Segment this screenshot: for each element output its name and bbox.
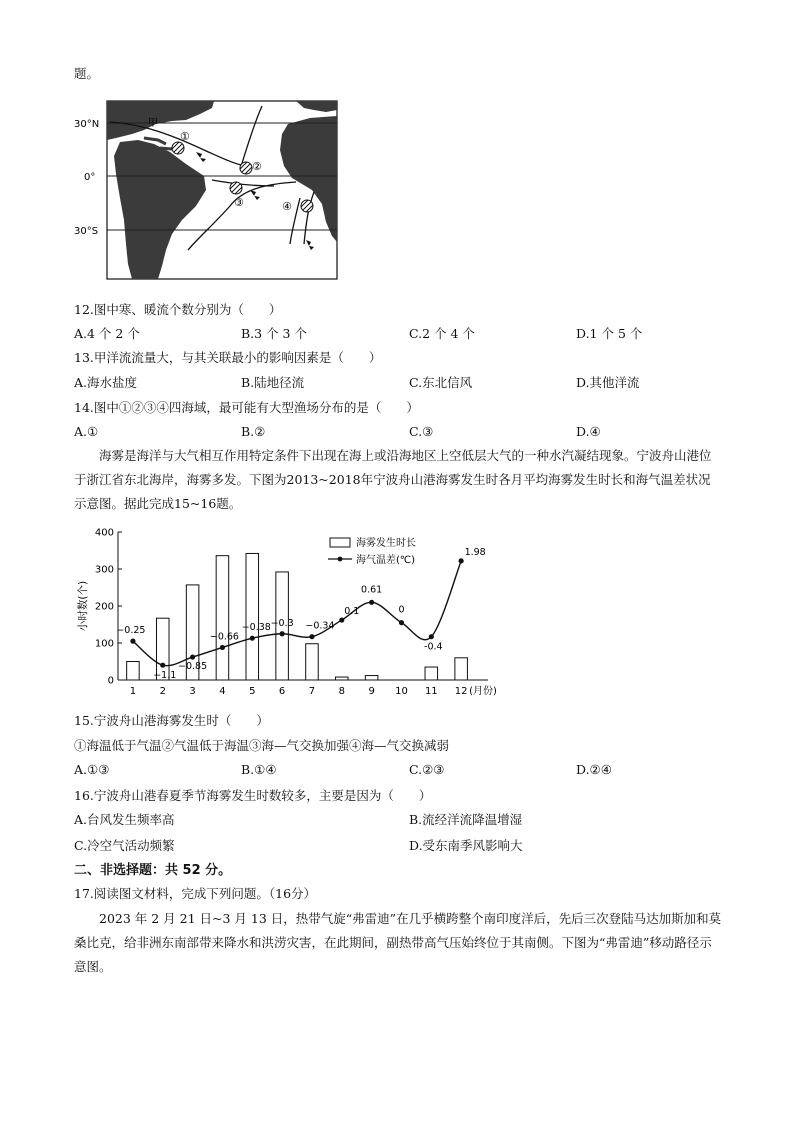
- q16-option-d[interactable]: D.受东南季风影响大: [409, 838, 523, 853]
- q15-option-a[interactable]: A.①③: [74, 762, 110, 777]
- q13-option-a[interactable]: A.海水盐度: [74, 375, 138, 390]
- y-axis-label: 小时数(个): [77, 580, 89, 632]
- q16-option-a[interactable]: A.台风发生频率高: [74, 812, 175, 827]
- marker-2: ②: [252, 160, 262, 173]
- x-tick-label-5: 5: [249, 686, 256, 697]
- x-tick-label-6: 6: [278, 686, 286, 697]
- q13-option-c[interactable]: C.东北信风: [409, 375, 473, 390]
- q17-text: 2023 年 2 月 21 日~3 月 13 日，热带气旋“弗雷迪”在几乎横跨整个南印度洋后，先后三次登陆马达加斯加和莫桑比克，给非洲东南部带来降水和洪涝灾害，在此期间，副热带高气压始终位于其南侧。下图为“弗雷迪”移动路径示意图。: [74, 911, 722, 974]
- q15-option-b[interactable]: B.①④: [241, 762, 277, 777]
- point-12: [459, 558, 464, 563]
- data-label-4: −0.66: [209, 631, 239, 643]
- ocean-current-map: [74, 94, 344, 280]
- lat-label-30s: 30°S: [74, 226, 99, 237]
- x-axis-label: (月份): [469, 686, 497, 697]
- q13-stem: 13.甲洋流流量大，与其关联最小的影响因素是（ ）: [74, 350, 382, 365]
- data-label-3: −0.85: [178, 661, 208, 673]
- q12-option-a[interactable]: A.4 个 2 个: [74, 326, 140, 341]
- top-tail-text: 题。: [74, 66, 100, 81]
- q14-option-a[interactable]: A.①: [74, 424, 99, 439]
- legend-line-marker: [338, 557, 343, 562]
- y-tick-label-4: 400: [94, 527, 114, 539]
- jia-label: 甲: [148, 118, 158, 129]
- bar-7: [306, 644, 319, 680]
- y-tick-label-1: 100: [94, 638, 114, 650]
- marker-3: ③: [234, 196, 244, 209]
- q15-stem: 15.宁波舟山港海雾发生时（ ）: [74, 713, 269, 728]
- point-3: [190, 654, 195, 659]
- line-sea-air-temp-diff: [133, 561, 461, 666]
- fog-chart: [74, 524, 497, 702]
- x-tick-label-8: 8: [338, 686, 345, 697]
- q16-stem: 16.宁波舟山港春夏季节海雾发生时数较多，主要是因为（ ）: [74, 788, 432, 803]
- q17-stem: 17.阅读图文材料，完成下列问题。（16分）: [74, 886, 317, 901]
- q15-option-d[interactable]: D.②④: [576, 762, 612, 777]
- bar-4: [216, 556, 229, 680]
- q14-option-b[interactable]: B.②: [241, 424, 266, 439]
- q14-option-d[interactable]: D.④: [576, 424, 601, 439]
- legend-line-label: 海气温差(℃): [356, 555, 416, 566]
- section-2-heading: 二、非选择题：共 52 分。: [74, 863, 232, 878]
- data-label-6: −0.3: [270, 617, 294, 629]
- point-2: [160, 663, 165, 668]
- q12-option-b[interactable]: B.3 个 3 个: [241, 326, 307, 341]
- q14-stem: 14.图中①②③④四海域，最可能有大型渔场分布的是（ ）: [74, 400, 419, 415]
- data-label-12: 1.98: [464, 546, 486, 558]
- marker-1: ①: [180, 130, 190, 143]
- q12-option-c[interactable]: C.2 个 4 个: [409, 326, 475, 341]
- point-5: [250, 636, 255, 641]
- bar-5: [246, 553, 259, 680]
- data-label-11: -0.4: [424, 641, 443, 653]
- x-tick-label-9: 9: [368, 686, 375, 697]
- data-label-5: −0.38: [241, 622, 271, 634]
- data-label-7: −0.34: [305, 620, 335, 632]
- fog-intro-paragraph: 海雾是海洋与大气相互作用特定条件下出现在海上或沿海地区上空低层大气的一种水汽凝结现象。宁波舟山港位于浙江省东北海岸，海雾多发。下图为2013~2018年宁波舟山港海雾发生时各月平均海雾发生时长和海气温差状况示意图。据此完成15~16题。: [74, 448, 712, 511]
- x-tick-label-4: 4: [219, 686, 226, 697]
- hatched-circle-2: [240, 162, 252, 174]
- bar-11: [425, 667, 438, 680]
- q12-stem: 12.图中寒、暖流个数分别为（ ）: [74, 302, 282, 317]
- point-8: [339, 617, 344, 622]
- x-tick-label-7: 7: [308, 686, 316, 697]
- point-10: [399, 620, 404, 625]
- bar-12: [455, 658, 468, 680]
- data-label-8: 0.1: [344, 606, 360, 618]
- x-tick-label-11: 11: [424, 686, 438, 697]
- q15-option-c[interactable]: C.②③: [409, 762, 445, 777]
- q16-option-c[interactable]: C.冷空气活动频繁: [74, 838, 175, 853]
- lat-label-0: 0°: [84, 172, 96, 183]
- hatched-circle-1: [172, 142, 184, 154]
- x-tick-label-2: 2: [159, 686, 166, 697]
- q16-option-b[interactable]: B.流经洋流降温增湿: [409, 812, 523, 827]
- bar-8: [336, 677, 349, 680]
- data-label-2: −1.1: [153, 670, 177, 682]
- hatched-circle-3: [230, 182, 242, 194]
- y-tick-label-0: 0: [107, 675, 114, 687]
- data-label-1: −0.25: [116, 625, 146, 637]
- legend-bar-swatch: [330, 538, 350, 547]
- q14-option-c[interactable]: C.③: [409, 424, 434, 439]
- q12-option-d[interactable]: D.1 个 5 个: [576, 326, 643, 341]
- x-tick-label-10: 10: [395, 686, 408, 697]
- bar-1: [127, 662, 140, 681]
- data-label-9: 0.61: [361, 584, 383, 596]
- marker-4: ④: [282, 200, 292, 213]
- point-7: [309, 634, 314, 639]
- bar-9: [365, 676, 378, 680]
- point-11: [429, 634, 434, 639]
- q13-option-b[interactable]: B.陆地径流: [241, 375, 305, 390]
- point-9: [369, 600, 374, 605]
- lat-label-30n: 30°N: [74, 119, 100, 130]
- hatched-circle-4: [301, 200, 313, 212]
- point-1: [130, 639, 135, 644]
- point-6: [280, 631, 285, 636]
- y-tick-label-3: 300: [94, 564, 114, 576]
- point-4: [220, 645, 225, 650]
- x-tick-label-3: 3: [189, 686, 196, 697]
- q15-items: ①海温低于气温②气温低于海温③海—气交换加强④海—气交换减弱: [74, 738, 450, 753]
- x-tick-label-1: 1: [129, 686, 137, 697]
- data-label-10: 0: [398, 604, 405, 616]
- q13-option-d[interactable]: D.其他洋流: [576, 375, 640, 390]
- y-tick-label-2: 200: [94, 601, 114, 613]
- legend-bar-label: 海雾发生时长: [356, 538, 416, 549]
- x-tick-label-12: 12: [454, 686, 468, 697]
